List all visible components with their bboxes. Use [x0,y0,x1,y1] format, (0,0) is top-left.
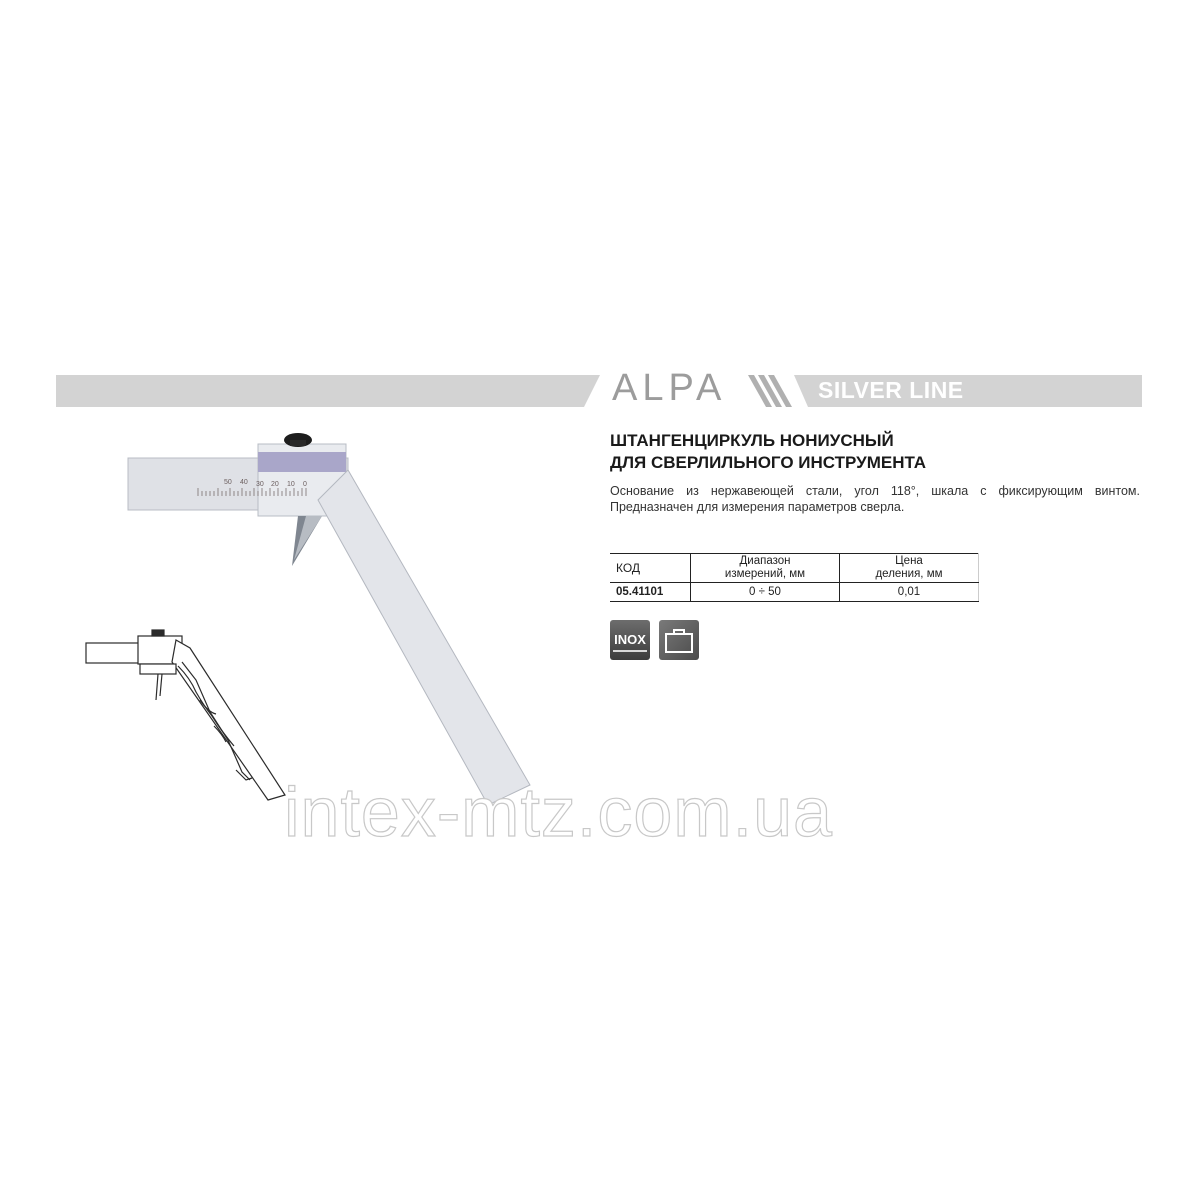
watermark-text: intex-mtz.com.ua [284,773,833,851]
product-title-line2: ДЛЯ СВЕРЛИЛЬНОГО ИНСТРУМЕНТА [610,453,927,472]
scale-label-50: 50 [224,479,232,486]
scale-label-40: 40 [240,479,248,486]
cell-division: 0,01 [840,583,979,602]
product-title-line1: ШТАНГЕНЦИРКУЛЬ НОНИУСНЫЙ [610,431,894,450]
scale-label-10: 10 [287,481,295,488]
scale-label-0: 0 [303,481,307,488]
header-division-line1: Цена [895,555,923,567]
inox-badge-label: INOX [614,632,646,647]
product-description: Основание из нержавеющей стали, угол 118°, шкала с фиксирующим винтом. Предназначен для измерения параметров сверла. [610,484,1140,514]
header-code: КОД [610,554,691,583]
gauge-main-image [128,433,530,805]
cell-code: 05.41101 [610,583,691,602]
scale-label-30: 30 [256,481,264,488]
cell-range: 0 ÷ 50 [691,583,840,602]
header-range-line2: измерений, мм [724,568,806,580]
header-division-line2: деления, мм [875,568,943,580]
gauge-sketch [86,630,285,800]
scale-label-20: 20 [271,481,279,488]
brand-line-name: SILVER LINE [818,377,964,403]
brand-logo: ALPA [612,367,727,409]
header-range-line1: Диапазон [739,555,791,567]
